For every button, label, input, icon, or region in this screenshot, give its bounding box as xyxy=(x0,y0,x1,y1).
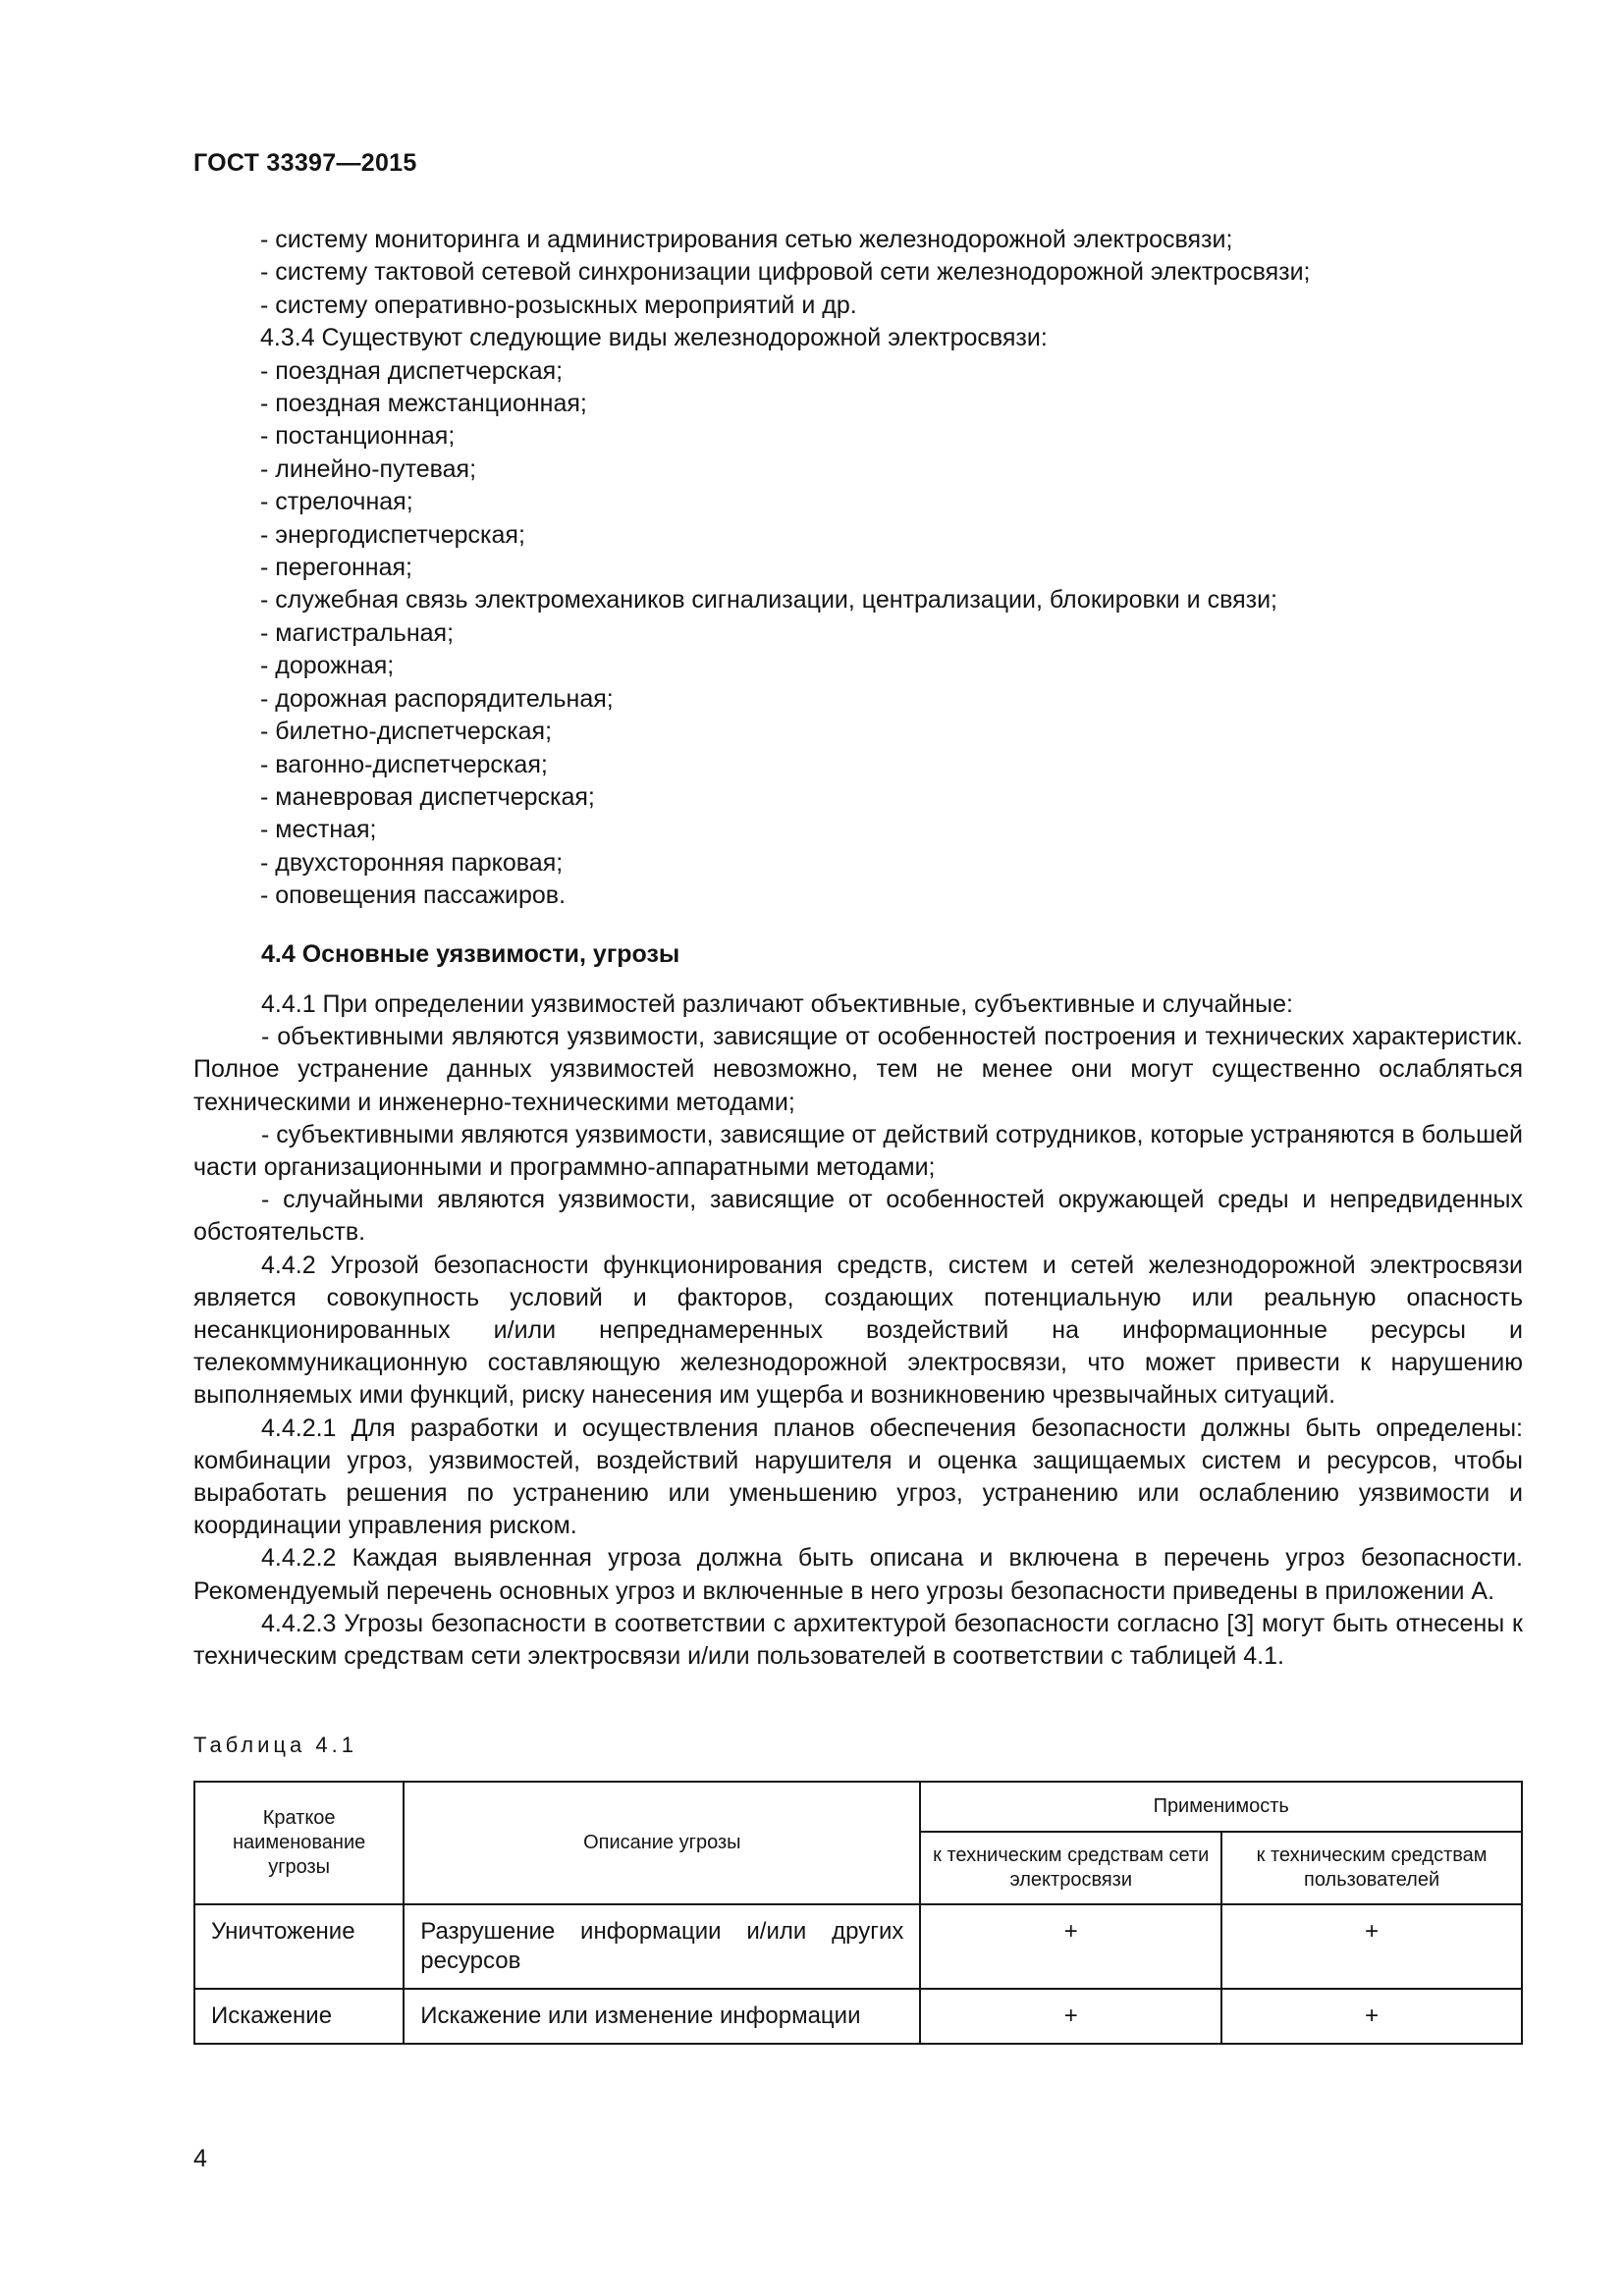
paragraph-4-4-2-1: 4.4.2.1 Для разработки и осуществления планов обеспечения безопасности должны быть определены: комбинации угроз, уязвимостей, воздействий нарушителя и оценка защищаемых систем и ресурсов, чтобы выработать решения по устранению или уменьшению угроз, устранению или ослаблению уязвимости и координации управления риском. xyxy=(193,1414,1523,1540)
header-threat-name: Краткое наименование угрозы xyxy=(194,1782,404,1904)
threat-description-cell: Разрушение информации и/или других ресурсов xyxy=(404,1904,920,1989)
network-applicability-cell: + xyxy=(920,1904,1221,1989)
network-applicability-cell: + xyxy=(920,1989,1221,2044)
list-line: - систему тактовой сетевой синхронизации цифровой сети железнодорожной электросвязи; xyxy=(260,258,1311,287)
list-line: - дорожная распорядительная; xyxy=(260,684,614,713)
list-line: - энергодиспетчерская; xyxy=(260,520,525,549)
header-applicability: Применимость xyxy=(920,1782,1522,1832)
list-line: - поездная диспетчерская; xyxy=(260,356,564,385)
page-number: 4 xyxy=(193,2145,207,2172)
list-line: - местная; xyxy=(260,816,377,844)
list-line: - двухсторонняя парковая; xyxy=(260,848,564,877)
paragraph-random: - случайными являются уязвимости, зависящие от особенностей окружающей среды и непредвиденных обстоятельств. xyxy=(193,1186,1523,1247)
list-line: - маневровая диспетчерская; xyxy=(260,782,595,811)
list-block xyxy=(260,224,1523,913)
header-network-means: к техническим средствам сети электросвязи xyxy=(920,1832,1221,1904)
list-line: - оповещения пассажиров. xyxy=(260,881,567,910)
threat-description-cell: Искажение или изменение информации xyxy=(404,1989,920,2044)
threat-name-cell: Искажение xyxy=(194,1989,404,2044)
list-line: - вагонно-диспетчерская; xyxy=(260,750,548,778)
header-user-means: к техническим средствам пользователей xyxy=(1221,1832,1522,1904)
threats-table xyxy=(193,1781,1523,2045)
list-line: - стрелочная; xyxy=(260,488,413,516)
header-threat-description: Описание угрозы xyxy=(404,1782,920,1904)
list-line: - магистральная; xyxy=(260,618,455,647)
list-line: - билетно-диспетчерская; xyxy=(260,718,553,746)
paragraph-4-4-1: 4.4.1 При определении уязвимостей различают объективные, субъективные и случайные: xyxy=(261,990,1293,1018)
section-title: 4.4 Основные уязвимости, угрозы xyxy=(261,940,680,968)
section-body xyxy=(193,988,1523,1673)
list-line: - дорожная; xyxy=(260,652,395,680)
table-row xyxy=(194,1989,1522,2044)
list-line: - линейно-путевая; xyxy=(260,454,477,483)
paragraph-objective: - объективными являются уязвимости, зависящие от особенностей построения и технических характеристик. Полное устранение данных уязвимостей невозможно, тем не менее они могут существенно ослабляться техническими и инженерно-техническими методами; xyxy=(193,1023,1523,1116)
paragraph-4-4-2-3: 4.4.2.3 Угрозы безопасности в соответствии с архитектурой безопасности согласно [3] могут быть отнесены к техническим средствам сети электросвязи и/или пользователей в соответствии с таблицей 4.1. xyxy=(193,1609,1523,1671)
paragraph-4-4-2-2: 4.4.2.2 Каждая выявленная угроза должна быть описана и включена в перечень угроз безопасности. Рекомендуемый перечень основных угроз и включенные в него угрозы безопасности приведены в приложении А. xyxy=(193,1544,1523,1605)
user-applicability-cell: + xyxy=(1221,1989,1522,2044)
user-applicability-cell: + xyxy=(1221,1904,1522,1989)
document-code-header: ГОСТ 33397—2015 xyxy=(193,149,417,177)
list-line: - перегонная; xyxy=(260,554,412,582)
paragraph-subjective: - субъективными являются уязвимости, зависящие от действий сотрудников, которые устраняются в большей части организационными и программно-аппаратными методами; xyxy=(193,1120,1523,1182)
list-line: - систему мониторинга и администрирования сетью железнодорожной электросвязи; xyxy=(260,226,1233,253)
list-line: - систему оперативно-розыскных мероприятий и др. xyxy=(260,291,857,319)
list-line: - служебная связь электромехаников сигнализации, централизации, блокировки и связи; xyxy=(260,586,1277,614)
threat-name-cell: Уничтожение xyxy=(194,1904,404,1989)
paragraph-4-4-2: 4.4.2 Угрозой безопасности функционирования средств, систем и сетей железнодорожной электросвязи является совокупность условий и факторов, создающих потенциальную или реальную опасность несанкционированных и/или непреднамеренных воздействий на информационные ресурсы и телекоммуникационную составляющую железнодорожной электросвязи, что может привести к нарушению выполняемых ими функций, риску нанесения им ущерба и возникновению чрезвычайных ситуаций. xyxy=(193,1251,1523,1410)
table-row xyxy=(194,1904,1522,1989)
list-line: - поездная межстанционная; xyxy=(260,390,587,418)
list-line: - постанционная; xyxy=(260,422,456,451)
clause-4-3-4: 4.3.4 Существуют следующие виды железнодорожной электросвязи: xyxy=(260,324,1048,352)
table-caption: Таблица 4.1 xyxy=(193,1733,357,1757)
